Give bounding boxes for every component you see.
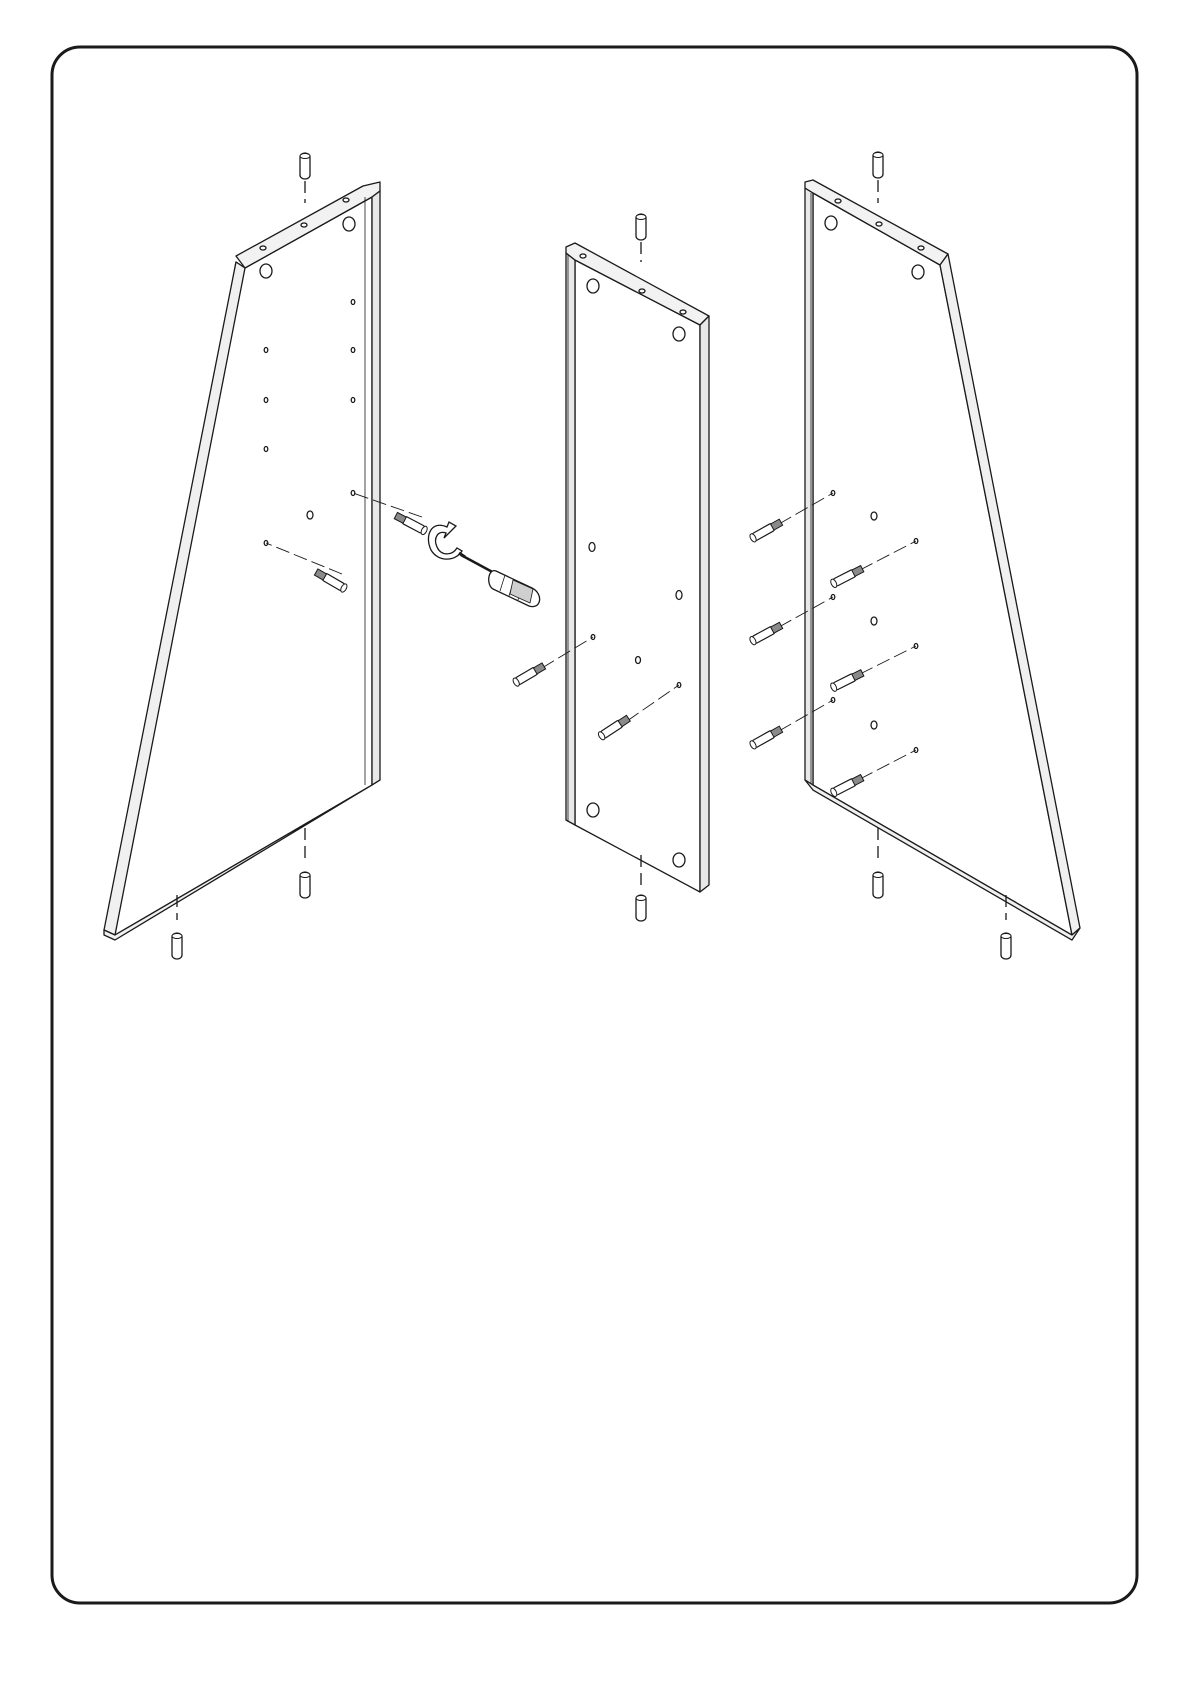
middle-divider-panel — [566, 243, 709, 892]
